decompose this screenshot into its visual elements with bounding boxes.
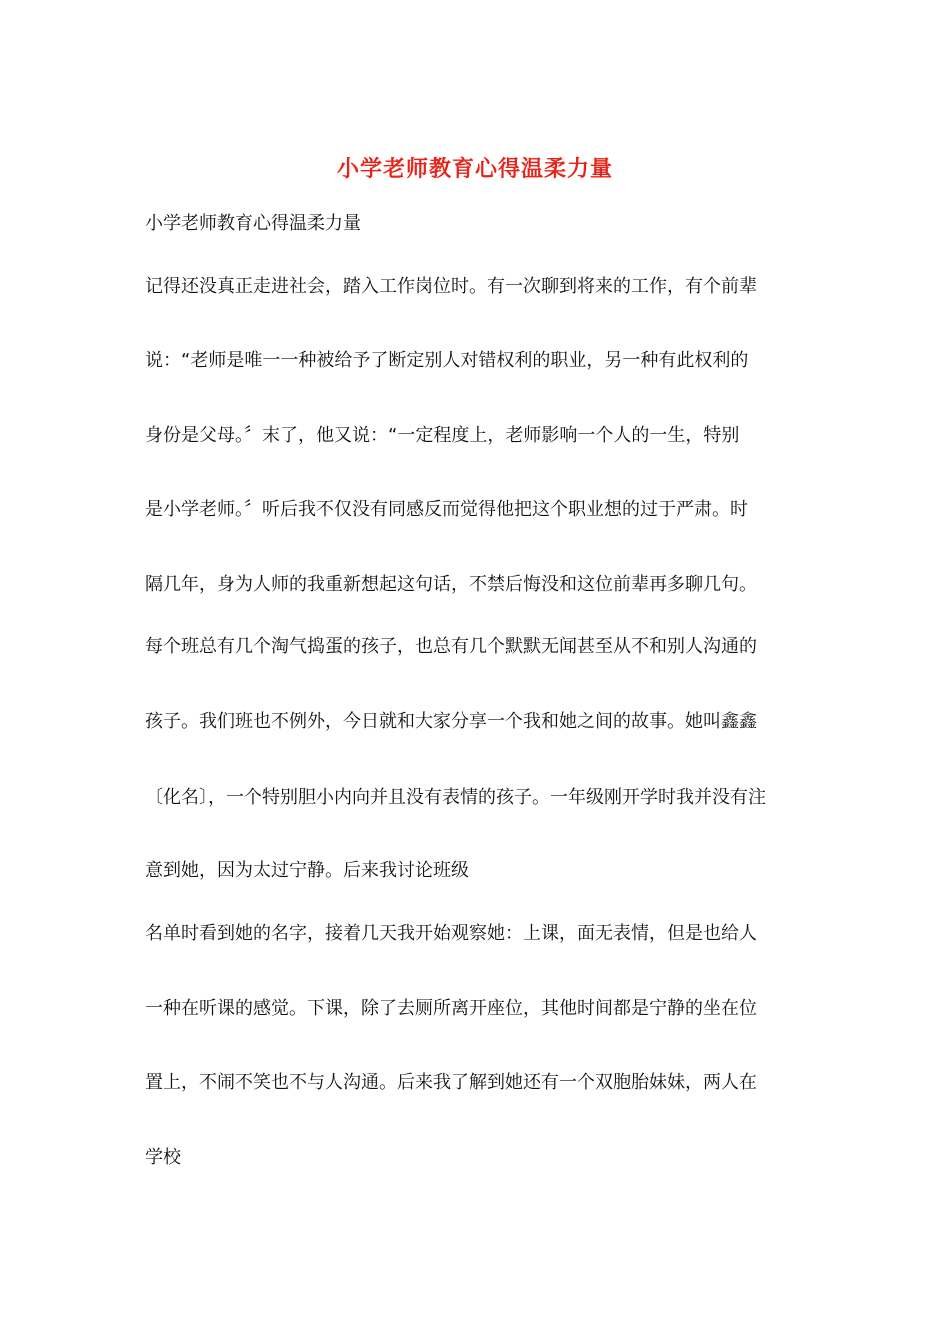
- paragraph-line: 记得还没真正走进社会，踏入工作岗位时。有一次聊到将来的工作，有个前辈: [145, 276, 757, 297]
- paragraph-line: 置上，不闹不笑也不与人沟通。后来我了解到她还有一个双胞胎妹妹，两人在: [145, 1072, 757, 1093]
- paragraph-line: 说：“老师是唯一一种被给予了断定别人对错权利的职业，另一种有此权利的: [145, 350, 749, 371]
- paragraph-line: 名单时看到她的名字，接着几天我开始观察她：上课，面无表情，但是也给人: [145, 923, 757, 944]
- paragraph-line: 每个班总有几个淘气捣蛋的孩子，也总有几个默默无闻甚至从不和别人沟通的: [145, 636, 757, 657]
- paragraph-line: 孩子。我们班也不例外，今日就和大家分享一个我和她之间的故事。她叫鑫鑫: [145, 711, 757, 732]
- paragraph-line: 身份是父母。〞末了，他又说：“一定程度上，老师影响一个人的一生，特别: [145, 425, 740, 446]
- paragraph-line: 学校: [145, 1147, 181, 1168]
- paragraph-line: 一种在听课的感觉。下课，除了去厕所离开座位，其他时间都是宁静的坐在位: [145, 998, 757, 1019]
- paragraph-line: 〔化名〕，一个特别胆小内向并且没有表情的孩子。一年级刚开学时我并没有注: [145, 787, 766, 808]
- paragraph-line: 隔几年，身为人师的我重新想起这句话，不禁后悔没和这位前辈再多聊几句。: [145, 574, 757, 595]
- paragraph-line: 是小学老师。〞听后我不仅没有同感反而觉得他把这个职业想的过于严肃。时: [145, 499, 748, 520]
- document-title: 小学老师教育心得温柔力量: [336, 156, 613, 182]
- document-subtitle: 小学老师教育心得温柔力量: [145, 213, 361, 234]
- paragraph-line: 意到她，因为太过宁静。后来我讨论班级: [145, 860, 469, 881]
